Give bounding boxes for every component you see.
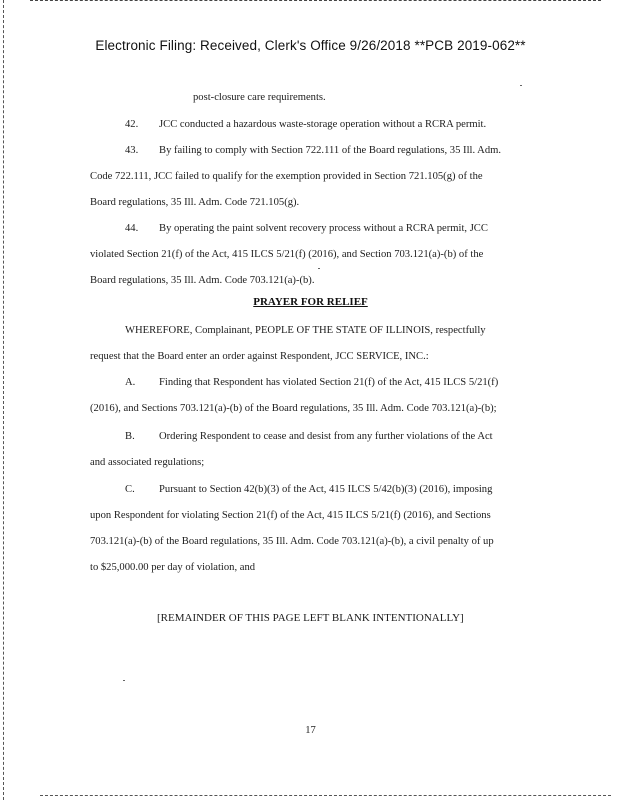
- text-line: Ordering Respondent to cease and desist from any further violations of the Act: [159, 431, 493, 442]
- text-line: Pursuant to Section 42(b)(3) of the Act, 415 ILCS 5/42(b)(3) (2016), imposing: [159, 484, 493, 495]
- paragraph-number: 42.: [125, 119, 139, 130]
- filing-header: Electronic Filing: Received, Clerk's Office 9/26/2018 **PCB 2019-062**: [95, 38, 526, 53]
- item-letter: A.: [125, 377, 136, 388]
- remainder-notice: [REMAINDER OF THIS PAGE LEFT BLANK INTENTIONALLY]: [157, 612, 464, 624]
- paragraph-number: 43.: [125, 145, 139, 156]
- section-heading: PRAYER FOR RELIEF: [253, 296, 368, 308]
- text-line: Finding that Respondent has violated Section 21(f) of the Act, 415 ILCS 5/21(f): [159, 377, 499, 388]
- scan-speck: [123, 680, 125, 681]
- page-number: 17: [305, 725, 316, 736]
- scan-edge-left: [3, 0, 5, 800]
- text-line: By failing to comply with Section 722.111 of the Board regulations, 35 Ill. Adm.: [159, 145, 501, 156]
- item-letter: B.: [125, 431, 135, 442]
- text-line: Code 722.111, JCC failed to qualify for the exemption provided in Section 721.105(g) of the: [90, 171, 483, 182]
- text-line: JCC conducted a hazardous waste-storage operation without a RCRA permit.: [159, 119, 487, 130]
- item-letter: C.: [125, 484, 135, 495]
- text-line: (2016), and Sections 703.121(a)-(b) of the Board regulations, 35 Ill. Adm. Code 703.121(a)-(b);: [90, 403, 497, 414]
- text-line: violated Section 21(f) of the Act, 415 ILCS 5/21(f) (2016), and Section 703.121(a)-(b) of the: [90, 249, 484, 260]
- text-line: Board regulations, 35 Ill. Adm. Code 721.105(g).: [90, 197, 300, 208]
- text-line: 703.121(a)-(b) of the Board regulations, 35 Ill. Adm. Code 703.121(a)-(b), a civil penalty of up: [90, 536, 494, 547]
- text-line: and associated regulations;: [90, 457, 205, 468]
- scan-edge-bottom: [40, 795, 611, 797]
- text-line: post-closure care requirements.: [193, 92, 326, 103]
- scan-speck: [318, 268, 320, 269]
- text-line: request that the Board enter an order against Respondent, JCC SERVICE, INC.:: [90, 351, 429, 362]
- scan-speck: [520, 85, 522, 86]
- text-line: Board regulations, 35 Ill. Adm. Code 703.121(a)-(b).: [90, 275, 315, 286]
- scan-edge-top: [30, 0, 601, 2]
- text-line: to $25,000.00 per day of violation, and: [90, 562, 256, 573]
- text-line: upon Respondent for violating Section 21(f) of the Act, 415 ILCS 5/21(f) (2016), and Sections: [90, 510, 491, 521]
- text-line: WHEREFORE, Complainant, PEOPLE OF THE STATE OF ILLINOIS, respectfully: [125, 325, 486, 336]
- text-line: By operating the paint solvent recovery process without a RCRA permit, JCC: [159, 223, 488, 234]
- paragraph-number: 44.: [125, 223, 139, 234]
